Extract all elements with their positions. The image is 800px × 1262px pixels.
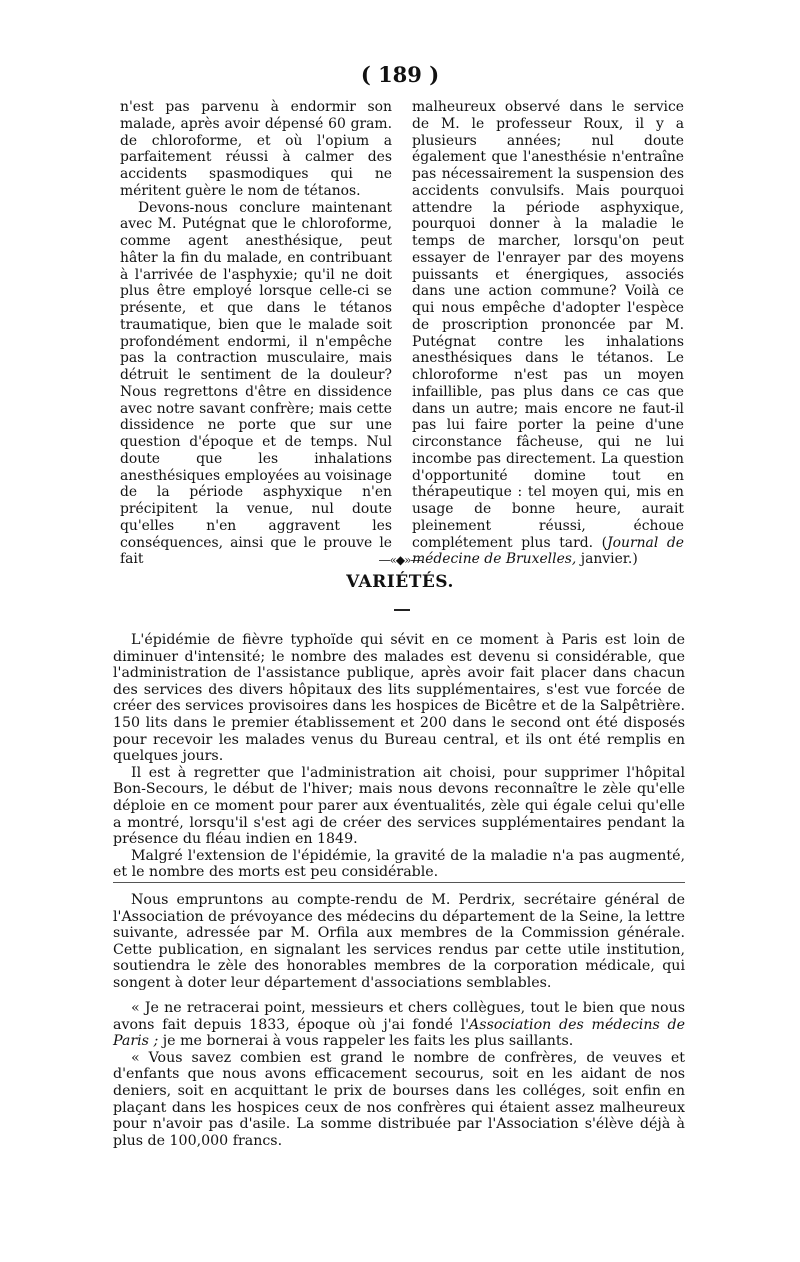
association-paragraph: Nous empruntons au compte-rendu de M. Perdrix, secrétaire général de l'Association de prévoyance des médecins du département de la Seine, la lettre suivante, adressée par M. Orfila aux membres de la Commission générale. Cette publication, en signalant les services rendus par cette utile institution, soutiendra le zèle des honorables membres de la corporation médicale, qui songent à doter leur département d'associations semblables. [113,892,685,991]
letter-text: « Je ne retracerai point, messieurs et chers collègues, tout le bien que nous avons fait depuis 1833, époque où j'ai fondé l' [113,1000,685,1033]
right-column-text: malheureux observé dans le service de M. le professeur Roux, il y a plusieurs années; nul doute également que l'anesthésie n'entraîne pas nécessairement la suspension des accidents convulsifs. Mais pourquoi attendre la période asphyxique, pourquoi donner à la maladie le temps de marcher, lorsqu'on peut essayer de l'enrayer par des moyens puissants et énergiques, associés dans une action commune? Voilà ce qui nous empêche d'adopter l'espèce de proscription prononcée par M. Putégnat contre les inhalations anesthésiques dans le tétanos. Le chloroforme n'est pas un moyen infaillible, pas plus dans ce cas que dans un autre; mais encore ne faut-il pas lui faire porter la peine d'une circonstance fâcheuse, qui ne lui incombe pas directement. La question d'opportunité domine tout en thérapeutique : tel moyen qui, mis en usage de bonne heure, aurait pleinement réussi, échoue complétement plus tard. ( [412,99,684,551]
section-heading: VARIÉTÉS. [346,572,454,592]
left-column-paragraph: Devons-nous conclure maintenant avec M. Putégnat que le chloroforme, comme agent anesthésique, peut hâter la fin du malade, en contribuant à l'arrivée de l'asphyxie; qu'il ne doit plus être employé lorsque celle-ci se présente, et que dans le tétanos traumatique, bien que le malade soit profondément endormi, il n'empêche pas la contraction musculaire, mais détruit le sentiment de la douleur? Nous regrettons d'être en dissidence avec notre savant confrère; mais cette dissidence ne porte que sur une question d'époque et de temps. Nul doute que les inhalations anesthésiques employées au voisinage de la période asphyxique n'en précipitent la venue, nul doute qu'elles n'en aggravent les conséquences, ainsi que le prouve le fait [120,199,392,568]
letter-text: je me bornerai à vous rappeler les faits les plus saillants. [158,1033,574,1050]
varietes-paragraph: L'épidémie de fièvre typhoïde qui sévit en ce moment à Paris est loin de diminuer d'intensité; le nombre des malades est devenu si considérable, que l'administration de l'assistance publique, après avoir fait placer dans chacun des services des divers hôpitaux des lits supplémentaires, s'est vue forcée de créer des services provisoires dans les hospices de Bicêtre et de la Salpêtrière. 150 lits dans le premier établissement et 200 dans le second ont été disposés pour recevoir les malades venus du Bureau central, et ils ont été remplis en quelques jours. [113,632,685,765]
journal-citation: Journal de médecine de Bruxelles, [412,534,684,568]
letter-section [113,1000,685,1149]
varietes-paragraph: Malgré l'extension de l'épidémie, la gravité de la maladie n'a pas augmenté, et le nombre des morts est peu considérable. [113,847,685,881]
right-column [412,99,684,568]
section-ornament: —«◆»— [378,553,422,567]
left-column [120,99,392,568]
section-divider [113,882,685,883]
right-column-paragraph [412,99,684,568]
left-column-paragraph: n'est pas parvenu à endormir son malade, après avoir dépensé 60 gram. de chloroforme, et où l'opium a parfaitement réussi à calmer des accidents spasmodiques qui ne méritent guère le nom de tétanos. [120,99,392,199]
citation-date: janvier.) [576,551,638,568]
association-name: Association des médecins de Paris ; [113,1016,685,1050]
varietes-paragraph: Il est à regretter que l'administration ait choisi, pour supprimer l'hôpital Bon-Secours, le début de l'hiver; mais nous devons reconnaître le zèle qu'elle déploie en ce moment pour parer aux éventualités, zèle qui égale celui qu'elle a montré, lorsqu'il s'est agi de créer des services supplémentaires pendant la présence du fléau indien en 1849. [113,764,685,848]
heading-rule [394,609,410,611]
varietes-section [113,632,685,881]
letter-paragraph [113,1000,685,1050]
association-section [113,892,685,992]
letter-paragraph: « Vous savez combien est grand le nombre de confrères, de veuves et d'enfants que nous avons efficacement secourus, soit en les aidant de nos deniers, soit en acquittant le prix de bourses dans les colléges, soit enfin en plaçant dans les hospices ceux de nos confrères qui étaient assez malheureux pour n'avoir pas d'asile. La somme distribuée par l'Association s'élève déjà à plus de 100,000 francs. [113,1049,685,1149]
page-number: ( 189 ) [360,62,440,87]
